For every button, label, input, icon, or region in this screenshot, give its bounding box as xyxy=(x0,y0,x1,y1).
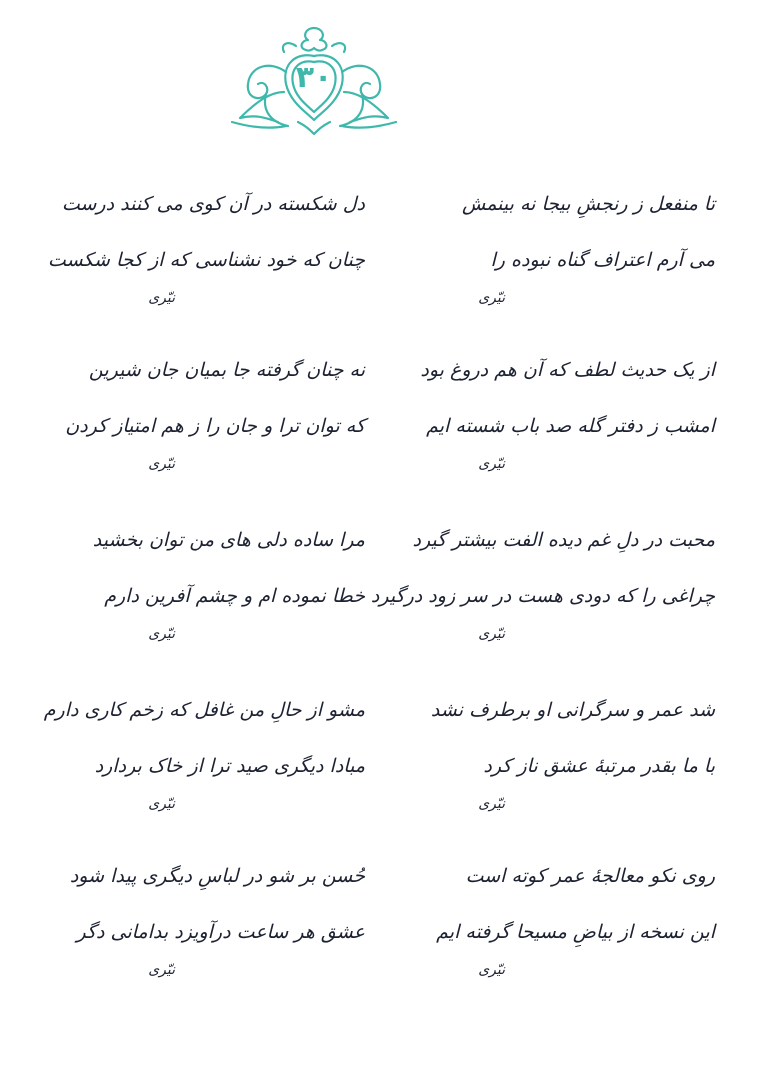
signature: نیّری xyxy=(478,626,505,642)
verse-line: خطا نموده ام و چشم آفرین دارم xyxy=(104,585,365,607)
page-number: ۳۰ xyxy=(295,60,333,95)
signature: نیّری xyxy=(148,626,175,642)
couplet-4-right xyxy=(431,682,715,820)
verse-line: شد عمر و سرگرانی او برطرف نشد xyxy=(430,699,715,721)
signature: نیّری xyxy=(478,456,505,472)
verse-line: حُسن بر شو در لباسِ دیگری پیدا شود xyxy=(69,865,365,887)
couplet-1-right xyxy=(462,176,715,314)
couplet-2-left xyxy=(65,342,365,480)
verse-line: نه چنان گرفته جا بمیان جان شیرین xyxy=(88,359,365,381)
verse-line: امشب ز دفتر گله صد باب شسته ایم xyxy=(426,415,715,437)
couplet-3-right xyxy=(371,512,715,650)
verse-line: محبت در دلِ غم دیده الفت بیشتر گیرد xyxy=(412,529,715,551)
verse-line: از یک حدیث لطف که آن هم دروغ بود xyxy=(420,359,715,381)
verse-line: که توان ترا و جان را ز هم امتیاز کردن xyxy=(65,415,365,437)
signature: نیّری xyxy=(148,796,175,812)
couplet-1-left xyxy=(48,176,365,314)
verse-line: مشو از حالِ من غافل که زخم کاری دارم xyxy=(43,699,365,721)
couplet-4-left xyxy=(44,682,365,820)
verse-line: مبادا دیگری صید ترا از خاک بردارد xyxy=(94,755,365,777)
signature: نیّری xyxy=(148,290,175,306)
couplet-3-left xyxy=(93,512,365,650)
verse-line: می آرم اعتراف گناه نبوده را xyxy=(490,249,715,271)
verse-line: این نسخه از بیاضِ مسیحا گرفته ایم xyxy=(436,921,715,943)
signature: نیّری xyxy=(148,962,175,978)
couplet-5-left xyxy=(70,848,365,986)
signature: نیّری xyxy=(478,962,505,978)
verse-line: دل شکسته در آن کوی می کنند درست xyxy=(61,193,365,215)
verse-line: تا منفعل ز رنجشِ بیجا نه بینمش xyxy=(461,193,715,215)
couplet-2-right xyxy=(420,342,715,480)
verse-line: عشق هر ساعت درآویزد بدامانی دگر xyxy=(76,921,365,943)
couplet-5-right xyxy=(436,848,715,986)
signature: نیّری xyxy=(148,456,175,472)
signature: نیّری xyxy=(478,796,505,812)
signature: نیّری xyxy=(478,290,505,306)
verse-line: مرا ساده دلی های من توان بخشید xyxy=(92,529,365,551)
verse-line: با ما بقدر مرتبهٔ عشق ناز کرد xyxy=(483,755,715,777)
verse-line: روی نکو معالجهٔ عمر کوته است xyxy=(465,865,715,887)
verse-line: چراغی را که دودی هست در سر زود درگیرد xyxy=(370,585,715,607)
verse-line: چنان که خود نشناسی که از کجا شکست xyxy=(47,249,365,271)
